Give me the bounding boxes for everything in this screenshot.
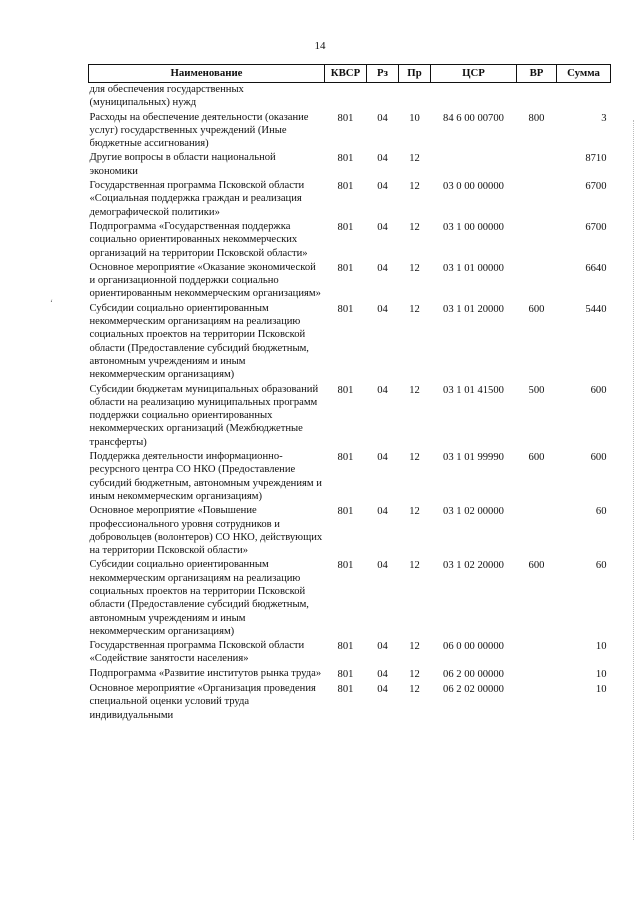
- margin-mark: ‘: [50, 298, 53, 308]
- cell-kvsr: 801: [337, 112, 354, 124]
- cell-kvsr: 801: [337, 668, 354, 680]
- cell-kvsr: 801: [337, 641, 354, 653]
- header-name: Наименование: [89, 65, 325, 83]
- cell-name: Субсидии социально ориентированным некоммерческим организациям на реализацию социальных проектов на территории Псковской области (Предоставление субсидий бюджетным, автономным учреждениям и иным некоммерческим организациям): [89, 302, 309, 381]
- cell-kvsr: 801: [337, 153, 354, 165]
- cell-pr: 12: [409, 641, 420, 653]
- cell-name: Государственная программа Псковской области «Социальная поддержка граждан и реализация демографической политики»: [89, 180, 305, 218]
- cell-vr: [517, 682, 557, 723]
- cell-rz: 04: [377, 560, 388, 572]
- cell-pr: 12: [409, 506, 420, 518]
- cell-pr: 12: [409, 384, 420, 396]
- header-vr: ВР: [517, 65, 557, 83]
- table-row: [89, 558, 611, 639]
- cell-pr: 10: [409, 112, 420, 124]
- table-row: [89, 220, 611, 261]
- cell-rz: 04: [377, 221, 388, 233]
- cell-vr: [517, 667, 557, 682]
- table-row: [89, 111, 611, 152]
- cell-sum: 6700: [585, 221, 607, 233]
- cell-pr: 12: [409, 262, 420, 274]
- cell-sum: 10: [595, 668, 607, 680]
- cell-pr: 12: [409, 181, 420, 193]
- cell-sum: 10: [595, 684, 607, 696]
- cell-rz: 04: [377, 112, 388, 124]
- cell-vr: [517, 151, 557, 179]
- cell-rz: 04: [377, 668, 388, 680]
- cell-csr: 03 1 01 20000: [443, 303, 504, 315]
- cell-rz: 04: [377, 506, 388, 518]
- cell-csr: 03 1 01 00000: [443, 262, 504, 274]
- cell-csr: 06 2 00 00000: [443, 668, 504, 680]
- cell-csr: 03 1 01 99990: [443, 452, 504, 464]
- cell-sum: [557, 83, 611, 111]
- cell-rz: [367, 83, 399, 111]
- cell-kvsr: 801: [337, 303, 354, 315]
- table-row: [89, 383, 611, 450]
- cell-csr: [431, 151, 517, 179]
- table-row: [89, 667, 611, 682]
- table-row: [89, 450, 611, 504]
- cell-rz: 04: [377, 303, 388, 315]
- cell-csr: 84 6 00 00700: [443, 112, 504, 124]
- cell-pr: 12: [409, 684, 420, 696]
- cell-name: Субсидии социально ориентированным некоммерческим организациям на реализацию социальных проектов на территории Псковской области (Предоставление субсидий бюджетным, автономным учреждениям и иным некоммерческим организациям): [89, 559, 309, 637]
- cell-vr: 800: [528, 112, 545, 124]
- cell-kvsr: 801: [337, 684, 354, 696]
- table-row: [89, 83, 611, 111]
- cell-name: Основное мероприятие «Организация проведения специальной оценки условий труда индивидуальными: [89, 683, 316, 721]
- table-header: [89, 65, 611, 83]
- cell-sum: 3: [601, 112, 607, 124]
- table-row: [89, 151, 611, 179]
- cell-vr: [517, 261, 557, 302]
- cell-vr: [517, 639, 557, 667]
- cell-csr: 03 1 01 41500: [443, 384, 504, 396]
- cell-pr: 12: [409, 452, 420, 464]
- cell-vr: 600: [528, 560, 545, 572]
- header-sum: Сумма: [557, 65, 611, 83]
- cell-name: Основное мероприятие «Оказание экономической и организационной поддержки социально ориентированным некоммерческим организациям»: [89, 261, 321, 300]
- table-row: [89, 302, 611, 383]
- header-rz: Рз: [367, 65, 399, 83]
- cell-pr: [399, 83, 431, 111]
- cell-kvsr: 801: [337, 560, 354, 572]
- cell-vr: 500: [528, 384, 545, 396]
- cell-sum: 600: [590, 384, 607, 396]
- cell-csr: 03 1 02 00000: [443, 506, 504, 518]
- cell-name: Подпрограмма «Государственная поддержка социально ориентированных некоммерческих организаций на территории Псковской области»: [89, 220, 308, 259]
- cell-kvsr: 801: [337, 452, 354, 464]
- table-row: [89, 504, 611, 558]
- cell-kvsr: [325, 83, 367, 111]
- cell-rz: 04: [377, 452, 388, 464]
- cell-pr: 12: [409, 221, 420, 233]
- cell-vr: 600: [528, 452, 545, 464]
- cell-rz: 04: [377, 262, 388, 274]
- cell-vr: [517, 504, 557, 558]
- cell-csr: 06 2 02 00000: [443, 684, 504, 696]
- table-row: [89, 261, 611, 302]
- header-csr: ЦСР: [431, 65, 517, 83]
- cell-rz: 04: [377, 153, 388, 165]
- cell-sum: 60: [595, 506, 607, 518]
- cell-pr: 12: [409, 668, 420, 680]
- cell-sum: 6700: [585, 181, 607, 193]
- cell-rz: 04: [377, 181, 388, 193]
- cell-pr: 12: [409, 560, 420, 572]
- cell-csr: 03 1 02 20000: [443, 560, 504, 572]
- header-pr: Пр: [399, 65, 431, 83]
- cell-csr: 03 1 00 00000: [443, 221, 504, 233]
- cell-csr: 03 0 00 00000: [443, 181, 504, 193]
- table-row: [89, 682, 611, 723]
- cell-name: Подпрограмма «Развитие институтов рынка труда»: [89, 667, 322, 679]
- cell-vr: 600: [528, 303, 545, 315]
- cell-kvsr: 801: [337, 181, 354, 193]
- cell-csr: [431, 83, 517, 111]
- table-row: [89, 639, 611, 667]
- budget-table: [88, 64, 611, 723]
- table-body: [89, 83, 611, 723]
- cell-name: для обеспечения государственных (муниципальных) нужд: [89, 84, 244, 109]
- cell-sum: 8710: [585, 153, 607, 165]
- cell-sum: 6640: [585, 262, 607, 274]
- cell-rz: 04: [377, 684, 388, 696]
- cell-sum: 600: [590, 452, 607, 464]
- scan-edge-line: [633, 120, 634, 840]
- cell-vr: [517, 179, 557, 220]
- cell-rz: 04: [377, 641, 388, 653]
- cell-sum: 5440: [585, 303, 607, 315]
- page-number: 14: [314, 40, 326, 52]
- cell-vr: [517, 220, 557, 261]
- cell-vr: [517, 83, 557, 111]
- cell-rz: 04: [377, 384, 388, 396]
- cell-sum: 10: [595, 641, 607, 653]
- cell-name: Государственная программа Псковской области «Содействие занятости населения»: [89, 640, 305, 665]
- cell-name: Поддержка деятельности информационно-ресурсного центра СО НКО (Предоставление субсидий бюджетным, автономным учреждениям и иным некоммерческим организациям): [89, 451, 322, 502]
- cell-csr: 06 0 00 00000: [443, 641, 504, 653]
- cell-name: Основное мероприятие «Повышение профессионального уровня сотрудников и добровольцев (волонтеров) СО НКО, действующих на территории Псковской области»: [89, 505, 323, 557]
- cell-name: Другие вопросы в области национальной экономики: [89, 152, 276, 177]
- cell-kvsr: 801: [337, 506, 354, 518]
- cell-kvsr: 801: [337, 262, 354, 274]
- cell-pr: 12: [409, 153, 420, 165]
- cell-name: Субсидии бюджетам муниципальных образований области на реализацию муниципальных программ поддержки социально ориентированных некоммерческих организаций (Межбюджетные трансферты): [89, 383, 319, 448]
- table-row: [89, 179, 611, 220]
- header-kvsr: КВСР: [325, 65, 367, 83]
- cell-name: Расходы на обеспечение деятельности (оказание услуг) государственных учреждений (Иные бюджетные ассигнования): [89, 111, 309, 150]
- cell-pr: 12: [409, 303, 420, 315]
- cell-sum: 60: [595, 560, 607, 572]
- cell-kvsr: 801: [337, 384, 354, 396]
- cell-kvsr: 801: [337, 221, 354, 233]
